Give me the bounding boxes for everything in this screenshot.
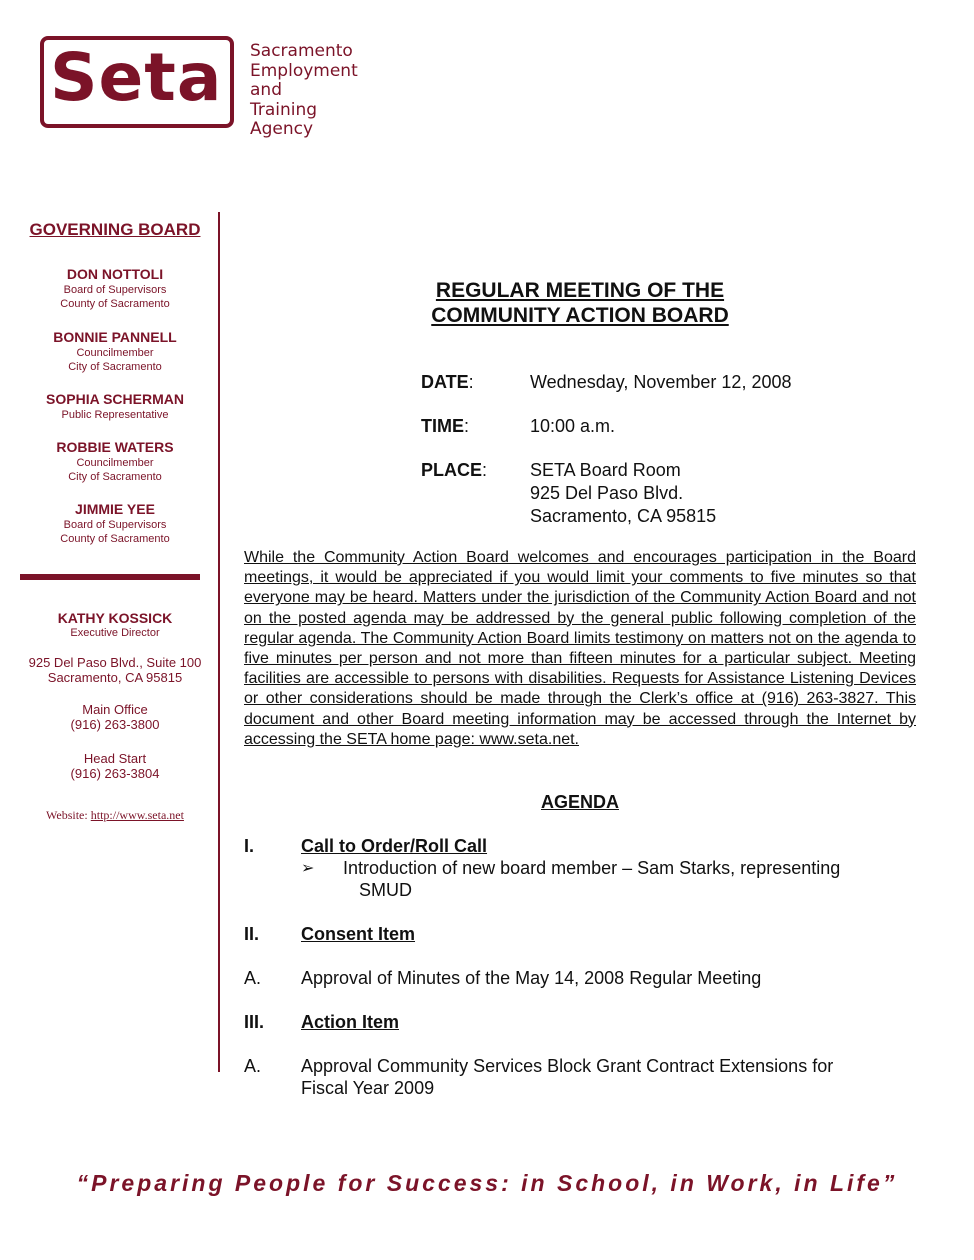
website-link[interactable]: http://www.seta.net [90,808,184,822]
agenda-section-heading: Consent Item [301,924,416,944]
director-name: KATHY KOSSICK [57,610,173,626]
place-label: PLACE: [421,460,488,480]
member-jurisdiction: County of Sacramento [60,298,170,310]
logo-tagline-line: Agency [250,119,314,139]
logo-tagline-line: Employment and [250,60,358,100]
governing-board-heading: GOVERNING BOARD [29,220,201,239]
logo-wordmark: Seta [50,39,223,116]
member-role: Councilmember [76,347,154,359]
member-name: JIMMIE YEE [75,501,155,517]
seta-logo [40,36,380,139]
meeting-title-line: COMMUNITY ACTION BOARD [431,304,729,327]
board-member [14,439,216,484]
public-comment-notice: While the Community Action Board welcomes and encourages participation in the Board meetings, it would be appreciated if you would limit your comments to five minutes so that everyone may be heard. Matters under the jurisdiction of the Community Action Board and not on the posted agenda may be addressed by the general public following completion of the regular agenda. The Community Action Board limits testimony on matters not on the agenda to five minutes per person and not more than fifteen minutes for a particular subject. Meeting facilities are accessible to persons with disabilities. Requests for Assistance Listening Devices or other considerations should be made through the Clerk’s office at (916) 263-3827. This document and other Board meeting information may be accessed through the Internet by accessing the SETA home page: www.seta.net. [244,549,916,748]
agenda-item-letter: A. [244,968,262,988]
agenda-item-text: Approval of Minutes of the May 14, 2008 Regular Meeting [301,968,762,988]
logo-tagline-line: Training [250,99,318,120]
main-office-phone: (916) 263-3800 [70,717,160,732]
footer-slogan: “Preparing People for Success: in School, in Work, in Life” [76,1170,898,1196]
meeting-title-line: REGULAR MEETING OF THE [435,279,725,302]
agenda-section-heading: Action Item [301,1012,400,1032]
member-name: DON NOTTOLI [66,266,164,282]
address-line: 925 Del Paso Blvd., Suite 100 [28,655,202,670]
head-start-label: Head Start [83,751,147,766]
place-line: 925 Del Paso Blvd. [530,483,684,503]
website-label: Website: [46,808,91,822]
office-address [14,655,216,685]
bullet-line: SMUD [359,880,412,900]
board-member [14,501,216,546]
member-jurisdiction: City of Sacramento [68,471,162,483]
member-role: Councilmember [76,457,154,469]
time-label-text: TIME [421,416,464,436]
director-title: Executive Director [70,627,160,639]
main-office-contact [14,702,216,732]
member-jurisdiction: City of Sacramento [68,361,162,373]
time-value: 10:00 a.m. [530,416,616,436]
member-jurisdiction: County of Sacramento [60,533,170,545]
place-line: Sacramento, CA 95815 [530,506,717,526]
agenda-section-number: I. [244,836,255,856]
member-name: SOPHIA SCHERMAN [46,391,184,407]
date-value: Wednesday, November 12, 2008 [530,372,792,392]
place-line: SETA Board Room [530,460,681,480]
date-label: DATE: [421,372,474,392]
board-member [14,266,216,311]
agenda-heading: AGENDA [540,792,619,812]
agenda-item-line: Approval Community Services Block Grant Contract Extensions for [301,1056,834,1076]
agenda-section-heading: Call to Order/Roll Call [301,836,488,856]
agenda-item-line: Fiscal Year 2009 [301,1078,435,1098]
agenda-section-number: II. [244,924,260,944]
agenda-section-number: III. [244,1012,265,1032]
board-member [14,329,216,374]
bullet-line: Introduction of new board member – Sam Starks, representing [343,858,841,878]
board-member [14,391,216,422]
address-line: Sacramento, CA 95815 [47,670,183,685]
website [14,808,216,823]
place-label-text: PLACE [421,460,483,480]
member-name: ROBBIE WATERS [56,439,174,455]
meeting-title [400,278,760,328]
logo-tagline [250,42,380,140]
place-value [530,459,716,528]
main-office-label: Main Office [82,702,148,717]
member-name: BONNIE PANNELL [53,329,177,345]
agenda-item-letter: A. [244,1056,262,1076]
date-label-text: DATE [421,372,469,392]
member-role: Public Representative [61,409,169,421]
agenda-bullet-item [343,857,903,901]
agenda-item-text [301,1055,833,1099]
head-start-phone: (916) 263-3804 [70,766,160,781]
arrow-bullet-icon: ➢ [301,860,315,877]
sidebar-divider-horizontal [20,574,200,580]
logo-tagline-line: Sacramento [250,41,353,61]
time-label: TIME: [421,416,470,436]
sidebar-divider-vertical [218,212,220,1072]
member-role: Board of Supervisors [63,519,167,531]
head-start-contact [14,751,216,781]
member-role: Board of Supervisors [63,284,167,296]
executive-director [14,611,216,641]
